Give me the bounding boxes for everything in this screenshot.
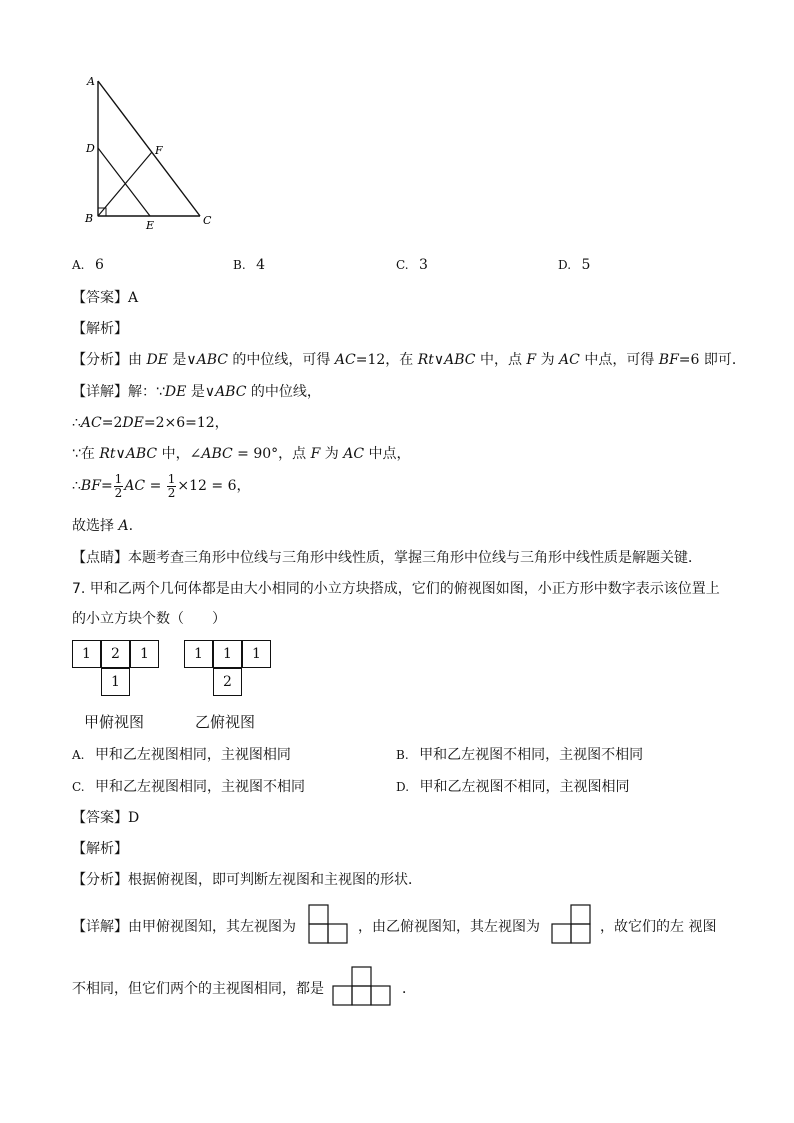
text: = [145, 478, 166, 494]
text: ∴ [72, 478, 81, 494]
fenxi-tag: 【分析】 [72, 352, 128, 368]
q6-option-d[interactable] [558, 257, 590, 273]
math: A [118, 518, 129, 534]
math: ∨ABC [433, 352, 476, 368]
numerator: 1 [114, 471, 123, 486]
option-value: 3 [419, 257, 428, 273]
label-c: C [203, 214, 212, 227]
option-letter: A. [72, 748, 85, 762]
q6-detail-line2 [72, 412, 229, 432]
q7-fenxi-line [72, 869, 422, 889]
text: =6 即可． [678, 352, 746, 368]
text: 是 [186, 384, 205, 400]
answer-tag: 【答案】 [72, 810, 128, 826]
text: . [128, 518, 134, 534]
fraction-one-half [114, 473, 124, 500]
option-letter: B. [233, 258, 246, 272]
yi-top-view [184, 640, 274, 698]
text: = [100, 478, 113, 494]
math: F [526, 352, 537, 368]
yi-cell: 1 [242, 640, 271, 668]
option-text: 甲和乙左视图相同，主视图相同 [94, 747, 291, 763]
math: DE [122, 415, 144, 431]
option-letter: D. [396, 780, 410, 794]
q6-dianjing-line [72, 547, 702, 567]
text: 本题考查三角形中位线与三角形中线性质，掌握三角形中位线与三角形中线性质是解题关键． [128, 550, 702, 566]
text: ×12 = 6， [177, 478, 251, 494]
fenxi-tag: 【分析】 [72, 872, 128, 888]
math: Rt∨ABC [99, 446, 158, 462]
math: DE [164, 384, 187, 400]
q6-option-a[interactable] [72, 257, 104, 273]
denominator: 2 [114, 485, 123, 500]
jia-cell: 1 [72, 640, 101, 668]
math: F [310, 446, 321, 462]
segment-bf [98, 152, 152, 216]
math: ∨ABC [186, 352, 228, 368]
label-f: F [155, 144, 163, 157]
yi-cell: 1 [213, 640, 242, 668]
text: 由甲俯视图知，其左视图为 [128, 919, 296, 935]
option-letter: C. [72, 780, 85, 794]
text: 为 [320, 446, 344, 462]
math: Rt [417, 352, 434, 368]
text: ∴ [72, 415, 81, 431]
q6-detail-line3 [72, 443, 411, 463]
option-text: 甲和乙左视图相同，主视图不相同 [95, 779, 306, 795]
text: =2×6=12， [143, 415, 229, 431]
math: DE [146, 352, 168, 368]
option-value: 4 [256, 257, 266, 273]
math: AC [334, 352, 356, 368]
answer-value: A [128, 290, 139, 306]
jia-cell: 1 [130, 640, 159, 668]
yi-left-view-figure [551, 904, 593, 946]
yi-cell: 1 [184, 640, 213, 668]
option-letter: B. [396, 748, 409, 762]
q6-option-b[interactable] [233, 257, 265, 273]
q7-option-b[interactable] [396, 744, 643, 764]
option-value: 6 [94, 257, 104, 273]
text: 中， [157, 446, 190, 462]
q6-choose-line [72, 515, 133, 535]
denominator: 2 [167, 485, 176, 500]
text: 故选择 [72, 518, 119, 534]
detail-tag: 【详解】 [72, 919, 128, 935]
q7-detail-line1 [72, 916, 296, 936]
q6-answer-line [72, 287, 138, 307]
text: 中点， [364, 446, 411, 462]
label-e: E [146, 219, 155, 232]
math: AC [559, 352, 580, 368]
text: 中点，可得 [579, 352, 659, 368]
answer-tag: 【答案】 [72, 290, 128, 306]
text: 中，点 [475, 352, 527, 368]
jia-cell: 1 [101, 668, 130, 696]
option-text: 甲和乙左视图不相同，主视图相同 [419, 779, 630, 795]
fraction-one-half [167, 473, 177, 500]
q7-answer-line [72, 807, 139, 827]
label-b: B [85, 212, 94, 225]
option-letter: C. [396, 258, 409, 272]
text: 的中位线，可得 [227, 352, 335, 368]
text: 由 [128, 352, 147, 368]
q7-detail-end: ． [402, 981, 416, 997]
text: = 90°，点 [232, 446, 311, 462]
math: BF [80, 478, 101, 494]
q7-detail-line2: 不相同，但它们两个的主视图相同，都是 [72, 981, 324, 997]
text: 的中位线， [246, 384, 321, 400]
q7-analysis-tag: 【解析】 [72, 841, 128, 857]
jia-label: 甲俯视图 [84, 713, 145, 731]
text: =2 [101, 415, 123, 431]
text: 根据俯视图，即可判断左视图和主视图的形状． [128, 872, 422, 888]
option-value: 5 [581, 257, 591, 273]
q7-detail-text3: ，故它们的左 视图 [600, 919, 717, 935]
text: ∵在 [72, 446, 100, 462]
option-letter: A. [72, 258, 85, 272]
front-view-figure [332, 966, 394, 1008]
q6-option-c[interactable] [396, 257, 428, 273]
yi-cell: 2 [213, 668, 242, 696]
math: AC [124, 478, 146, 494]
jia-left-view-figure [308, 904, 350, 946]
detail-tag: 【详解】 [72, 384, 128, 400]
q6-detail-line4 [72, 470, 251, 502]
q7-stem-line1: 7. 甲和乙两个几何体都是由大小相同的小立方块搭成，它们的俯视图如图，小正方形中数字表示该位置上 [72, 581, 720, 597]
math: ∨ABC [204, 384, 247, 400]
answer-value: D [128, 810, 140, 826]
q6-analysis-tag: 【解析】 [72, 321, 128, 337]
math: AC [343, 446, 365, 462]
label-a: A [87, 75, 95, 88]
math: AC [80, 415, 102, 431]
q6-detail-line1 [72, 381, 321, 401]
math: ∠ABC [189, 446, 233, 462]
triangle-figure [80, 70, 230, 235]
q6-fenxi-line [72, 349, 746, 369]
yi-label: 乙俯视图 [195, 713, 256, 731]
q7-option-d[interactable] [396, 776, 629, 796]
numerator: 1 [167, 471, 176, 486]
q7-detail-text2: ，由乙俯视图知，其左视图为 [358, 919, 540, 935]
q7-stem-line2: 的小立方块个数（ ） [72, 611, 226, 627]
text: 是 [167, 352, 187, 368]
q7-option-c[interactable] [72, 776, 305, 796]
dianjing-tag: 【点睛】 [72, 550, 128, 566]
jia-cell: 2 [101, 640, 130, 668]
text: =12，在 [355, 352, 418, 368]
math: BF [658, 352, 679, 368]
option-letter: D. [558, 258, 572, 272]
segment-ac [98, 81, 200, 216]
segment-de [98, 148, 150, 216]
label-d: D [86, 142, 95, 155]
option-text: 甲和乙左视图不相同，主视图不相同 [419, 747, 644, 763]
text: 为 [536, 352, 560, 368]
q7-option-a[interactable] [72, 744, 291, 764]
jia-top-view [72, 640, 162, 698]
text: 解：∵ [128, 384, 165, 400]
